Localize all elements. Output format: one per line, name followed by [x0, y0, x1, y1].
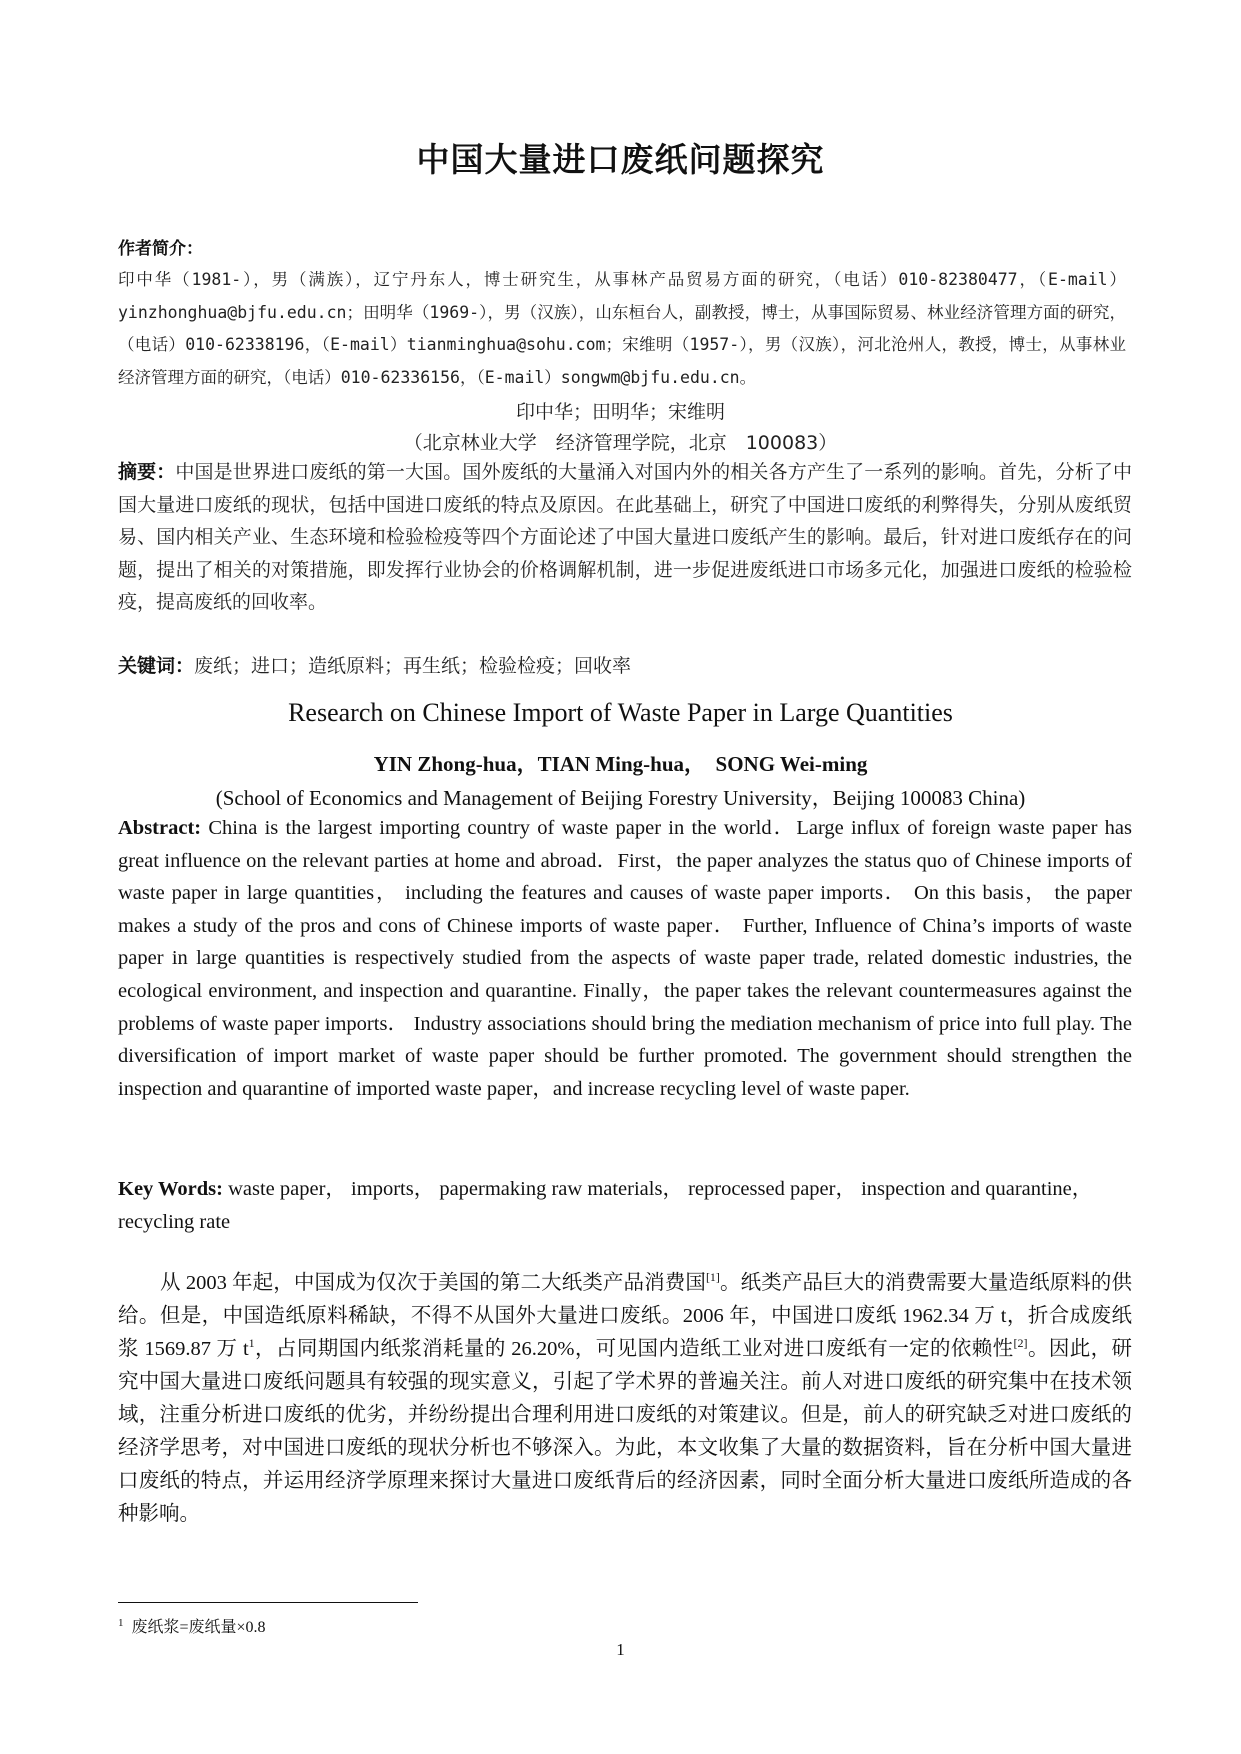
body-paragraph	[118, 1267, 1132, 1531]
author-bio-heading: 作者简介：	[118, 239, 203, 259]
keywords-en-text: waste paper， imports， papermaking raw materials， reprocessed paper， inspection and quarantine，recycling rate	[118, 1178, 1093, 1233]
affiliation-en: (School of Economics and Management of Beijing Forestry University，Beijing 100083 China)	[215, 786, 1026, 810]
affiliation-cn: （北京林业大学 经济管理学院，北京 100083）	[403, 432, 838, 454]
keywords-cn	[118, 651, 631, 678]
body-text-3: ，占同期国内纸浆消耗量的 26.20%，可见国内造纸工业对进口废纸有一定的依赖性	[254, 1338, 1014, 1360]
authors-en: YIN Zhong-hua，TIAN Ming-hua， SONG Wei-ming	[373, 752, 868, 776]
abstract-cn-text: 中国是世界进口废纸的第一大国。国外废纸的大量涌入对国内外的相关各方产生了一系列的影响。首先，分析了中国大量进口废纸的现状，包括中国进口废纸的特点及原因。在此基础上，研究了中国进口废纸的利弊得失，分别从废纸贸易、国内相关产业、生态环境和检验检疫等四个方面论述了中国大量进口废纸产生的影响。最后，针对进口废纸存在的问题，提出了相关的对策措施，即发挥行业协会的价格调解机制，进一步促进废纸进口市场多元化，加强进口废纸的检验检疫，提高废纸的回收率。	[118, 461, 1132, 613]
keywords-en-label: Key Words:	[118, 1178, 223, 1200]
body-text-2: 。纸类产品巨大的消费需要大量造纸原料的供给。但是，中国造纸原料稀缺，不得不从国外大量进口废纸。2006 年，中国进口废纸 1962.34 万 t，折合成废纸浆 1569.87 万 t	[118, 1272, 1133, 1360]
body-text-4: 。因此，研究中国大量进口废纸问题具有较强的现实意义，引起了学术界的普遍关注。前人对进口废纸的研究集中在技术领域，注重分析进口废纸的优劣，并纷纷提出合理利用进口废纸的对策建议。但是，前人的研究缺乏对进口废纸的经济学思考，对中国进口废纸的现状分析也不够深入。为此，本文收集了大量的数据资料，旨在分析中国大量进口废纸的特点，并运用经济学原理来探讨大量进口废纸背后的经济因素，同时全面分析大量进口废纸所造成的各种影响。	[118, 1338, 1132, 1525]
paper-title-en: Research on Chinese Import of Waste Paper in Large Quantities	[288, 698, 953, 727]
abstract-en	[118, 812, 1132, 1105]
body-text-1: 从 2003 年起，中国成为仅次于美国的第二大纸类产品消费国	[160, 1272, 706, 1294]
page-number: 1	[616, 1640, 625, 1659]
abstract-cn	[118, 456, 1132, 619]
abstract-en-text: China is the largest importing country of waste paper in the world．Large influx of foreign waste paper has great influence on the relevant parties at home and abroad．First，the paper analyzes the status quo of Chinese imports of waste paper in large quantities， including the features and causes of waste paper imports． On this basis， the paper makes a study of the pros and cons of Chinese imports of waste paper． Further, Influence of China’s imports of waste paper in large quantities is respectively studied from the aspects of waste paper trade, related domestic industries, the ecological environment, and inspection and quarantine. Finally，the paper takes the relevant countermeasures against the problems of waste paper imports． Industry associations should bring the mediation mechanism of price into full play. The diversification of import market of waste paper should be further promoted. The government should strengthen the inspection and quarantine of imported waste paper，and increase recycling level of waste paper.	[118, 817, 1132, 1100]
footnote-divider	[118, 1602, 418, 1603]
authors-cn: 印中华；田明华；宋维明	[515, 401, 725, 423]
footnote-marker[interactable]: 1	[248, 1336, 255, 1351]
abstract-cn-label: 摘要：	[118, 461, 176, 483]
keywords-cn-text: 废纸；进口；造纸原料；再生纸；检验检疫；回收率	[194, 655, 632, 677]
citation-ref-2[interactable]: [2]	[1013, 1336, 1028, 1351]
keywords-cn-label: 关键词：	[118, 655, 195, 677]
author-bio-text: 印中华（1981-），男（满族），辽宁丹东人，博士研究生，从事林产品贸易方面的研究，（电话）010-82380477，（E-mail）yinzhonghua@bjfu.edu.cn；田明华（1969-），男（汉族），山东桓台人，副教授，博士，从事国际贸易、林业经济管理方面的研究，（电话）010-62338196，（E-mail）tianminghua@sohu.com；宋维明（1957-），男（汉族），河北沧州人，教授，博士，从事林业经济管理方面的研究，（电话）010-62336156，（E-mail）songwm@bjfu.edu.cn。	[118, 270, 1126, 387]
footnote-text: 废纸浆=废纸量×0.8	[131, 1619, 266, 1636]
footnote	[118, 1614, 266, 1637]
footnote-mark: 1	[118, 1616, 124, 1629]
abstract-en-label: Abstract:	[118, 817, 202, 839]
paper-title-cn: 中国大量进口废纸问题探究	[416, 140, 825, 179]
citation-ref-1[interactable]: [1]	[705, 1270, 720, 1285]
keywords-en	[118, 1173, 1132, 1238]
